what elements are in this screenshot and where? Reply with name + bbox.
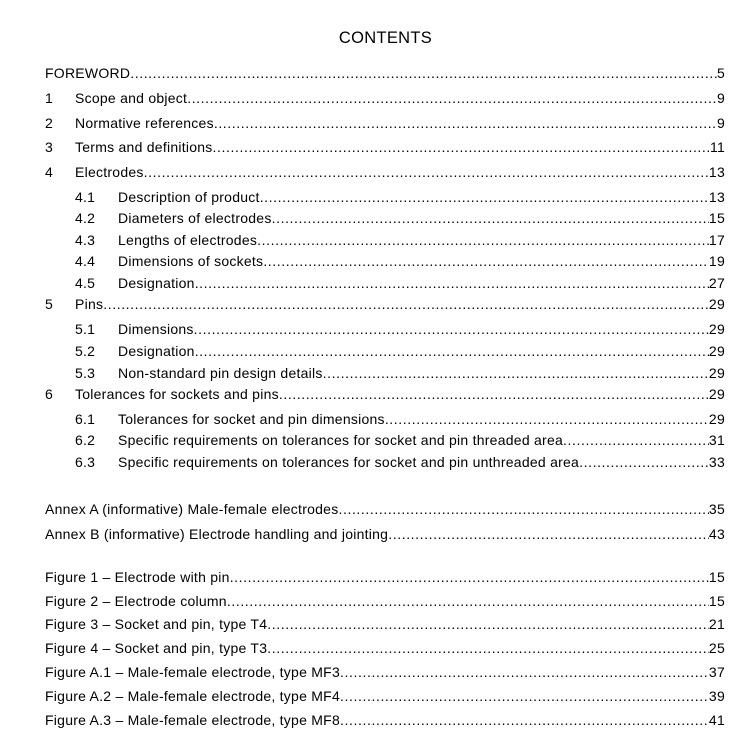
toc-entry-number: 4.1	[75, 189, 96, 205]
toc-entry-page-number: 27	[708, 275, 725, 291]
toc-entry-page-number: 25	[708, 640, 725, 656]
toc-entry-leader	[45, 524, 725, 544]
toc-entry-page-number: 15	[708, 593, 725, 609]
toc-entry[interactable]	[0, 251, 751, 271]
toc-entry[interactable]	[0, 113, 751, 133]
toc-entry-leader	[45, 638, 725, 658]
toc-entry-leader	[75, 384, 725, 404]
dot-leader	[144, 162, 709, 182]
dot-leader	[263, 251, 709, 271]
toc-entry-leader	[118, 273, 725, 293]
toc-entry-label: Diameters of electrodes	[118, 210, 272, 226]
toc-entry-page-number: 29	[708, 343, 725, 359]
toc-entry-page-number: 39	[708, 688, 725, 704]
toc-entry[interactable]	[0, 319, 751, 339]
toc-entry-label: Annex A (informative) Male-female electrodes	[45, 501, 339, 517]
toc-entry-page-number: 33	[708, 454, 725, 470]
dot-leader	[323, 363, 709, 383]
dot-leader	[230, 567, 709, 587]
toc-entry[interactable]	[0, 524, 751, 544]
toc-entry-leader	[118, 251, 725, 271]
toc-entry[interactable]	[0, 137, 751, 157]
toc-entry-leader	[45, 567, 725, 587]
toc-entry[interactable]	[0, 409, 751, 429]
toc-entry-page-number: 21	[708, 616, 725, 632]
dot-leader	[340, 710, 709, 730]
toc-entry-leader	[45, 662, 725, 682]
toc-entry[interactable]	[0, 430, 751, 450]
dot-leader	[338, 499, 708, 519]
toc-entry-leader	[118, 341, 725, 361]
toc-entry-leader	[118, 208, 725, 228]
toc-entry[interactable]	[0, 384, 751, 404]
toc-entry-page-number: 29	[708, 365, 725, 381]
toc-entry-label: Figure A.2 – Male-female electrode, type MF4	[45, 688, 341, 704]
toc-entry-label: Scope and object	[75, 90, 188, 106]
toc-entry-number: 4	[45, 164, 54, 180]
dot-leader	[194, 319, 709, 339]
toc-entry-page-number: 15	[708, 210, 725, 226]
toc-entry[interactable]	[0, 662, 751, 682]
toc-entry-number: 1	[45, 90, 54, 106]
toc-entry-leader	[118, 409, 725, 429]
toc-entry-label: Figure A.3 – Male-female electrode, type MF8	[45, 712, 341, 728]
toc-entry-page-number: 31	[708, 432, 725, 448]
toc-entry[interactable]	[0, 341, 751, 361]
toc-entry-label: Dimensions of sockets	[118, 253, 264, 269]
toc-entry-page-number: 43	[708, 526, 725, 542]
dot-leader	[257, 230, 709, 250]
dot-leader	[267, 614, 709, 634]
dot-leader	[563, 430, 709, 450]
dot-leader	[385, 409, 709, 429]
toc-entry-number: 4.2	[75, 210, 96, 226]
toc-entry-label: Non-standard pin design details	[118, 365, 323, 381]
toc-entry[interactable]	[0, 63, 751, 83]
toc-entry-leader	[118, 187, 725, 207]
toc-entry[interactable]	[0, 499, 751, 519]
toc-entry-label: Terms and definitions	[75, 139, 213, 155]
toc-entry-page-number: 13	[708, 164, 725, 180]
toc-entry-number: 5.3	[75, 365, 96, 381]
toc-entry-leader	[75, 162, 725, 182]
toc-entry[interactable]	[0, 452, 751, 472]
toc-entry[interactable]	[0, 162, 751, 182]
dot-leader	[213, 137, 710, 157]
toc-entry-leader	[45, 710, 725, 730]
toc-entry-number: 5	[45, 296, 54, 312]
toc-entry-label: Tolerances for socket and pin dimensions	[118, 411, 385, 427]
toc-entry-leader	[118, 452, 725, 472]
toc-entry-label: Figure A.1 – Male-female electrode, type MF3	[45, 664, 341, 680]
toc-entry-number: 6.3	[75, 454, 96, 470]
toc-entry[interactable]	[0, 567, 751, 587]
dot-leader	[195, 341, 709, 361]
toc-entry[interactable]	[0, 686, 751, 706]
toc-entry-number: 4.4	[75, 253, 96, 269]
toc-entry-label: Specific requirements on tolerances for socket and pin threaded area	[118, 432, 564, 448]
toc-entry-leader	[45, 499, 725, 519]
toc-entry[interactable]	[0, 638, 751, 658]
toc-entry-number: 6.1	[75, 411, 96, 427]
toc-entry-label: Annex B (informative) Electrode handling and jointing	[45, 526, 389, 542]
toc-entry-page-number: 37	[708, 664, 725, 680]
toc-entry-page-number: 13	[708, 189, 725, 205]
contents-title: CONTENTS	[338, 29, 433, 47]
toc-entry-page-number: 15	[708, 569, 725, 585]
toc-entry-number: 5.1	[75, 321, 96, 337]
dot-leader	[227, 591, 709, 611]
dot-leader	[260, 187, 709, 207]
toc-entry[interactable]	[0, 230, 751, 250]
toc-entry-page-number: 11	[709, 139, 725, 155]
dot-leader	[214, 113, 717, 133]
toc-entry-leader	[75, 137, 725, 157]
toc-entry-page-number: 29	[708, 296, 725, 312]
toc-entry-leader	[118, 363, 725, 383]
toc-entry-leader	[45, 63, 725, 83]
toc-entry-label: Designation	[118, 275, 195, 291]
dot-leader	[272, 208, 709, 228]
toc-entry-leader	[118, 430, 725, 450]
dot-leader	[187, 88, 717, 108]
toc-entry[interactable]	[0, 363, 751, 383]
toc-entry[interactable]	[0, 591, 751, 611]
toc-entry-page-number: 29	[708, 411, 725, 427]
dot-leader	[103, 294, 709, 314]
dot-leader	[195, 273, 709, 293]
toc-entry-label: Figure 3 – Socket and pin, type T4	[45, 616, 268, 632]
dot-leader	[388, 524, 709, 544]
toc-entry-leader	[75, 113, 725, 133]
toc-entry-label: Figure 2 – Electrode column	[45, 593, 227, 609]
toc-entry-label: Description of product	[118, 189, 260, 205]
toc-entry-label: Normative references	[75, 115, 214, 131]
toc-entry-leader	[45, 614, 725, 634]
toc-entry-label: Tolerances for sockets and pins	[75, 386, 279, 402]
toc-entry-page-number: 19	[708, 253, 725, 269]
toc-entry-leader	[118, 230, 725, 250]
toc-entry-page-number: 29	[708, 386, 725, 402]
toc-entry-label: Pins	[75, 296, 104, 312]
toc-entry[interactable]	[0, 294, 751, 314]
toc-entry-leader	[75, 294, 725, 314]
toc-entry-label: FOREWORD	[45, 65, 131, 81]
toc-entry-number: 2	[45, 115, 54, 131]
toc-entry-leader	[118, 319, 725, 339]
toc-entry-number: 4.3	[75, 232, 96, 248]
dot-leader	[340, 662, 709, 682]
toc-entry-number: 4.5	[75, 275, 96, 291]
toc-entry-page-number: 9	[716, 90, 725, 106]
dot-leader	[279, 384, 709, 404]
dot-leader	[130, 63, 717, 83]
toc-entry-leader	[45, 591, 725, 611]
dot-leader	[579, 452, 709, 472]
toc-entry-page-number: 5	[716, 65, 725, 81]
toc-entry-label: Specific requirements on tolerances for socket and pin unthreaded area	[118, 454, 580, 470]
toc-entry-label: Figure 1 – Electrode with pin	[45, 569, 230, 585]
toc-entry-number: 6	[45, 386, 54, 402]
toc-entry-number: 6.2	[75, 432, 96, 448]
toc-entry[interactable]	[0, 187, 751, 207]
toc-entry-page-number: 35	[708, 501, 725, 517]
toc-entry-label: Electrodes	[75, 164, 144, 180]
toc-entry-page-number: 41	[708, 712, 725, 728]
dot-leader	[267, 638, 709, 658]
toc-entry-leader	[75, 88, 725, 108]
toc-entry[interactable]	[0, 273, 751, 293]
toc-entry-label: Figure 4 – Socket and pin, type T3	[45, 640, 268, 656]
toc-entry-page-number: 29	[708, 321, 725, 337]
dot-leader	[340, 686, 709, 706]
toc-entry-number: 5.2	[75, 343, 96, 359]
toc-entry-page-number: 9	[716, 115, 725, 131]
toc-entry-leader	[45, 686, 725, 706]
toc-entry[interactable]	[0, 208, 751, 228]
toc-entry[interactable]	[0, 88, 751, 108]
toc-entry-label: Designation	[118, 343, 195, 359]
toc-entry-number: 3	[45, 139, 54, 155]
toc-entry-label: Dimensions	[118, 321, 194, 337]
toc-entry[interactable]	[0, 710, 751, 730]
toc-entry-page-number: 17	[708, 232, 725, 248]
toc-entry-label: Lengths of electrodes	[118, 232, 258, 248]
toc-entry[interactable]	[0, 614, 751, 634]
